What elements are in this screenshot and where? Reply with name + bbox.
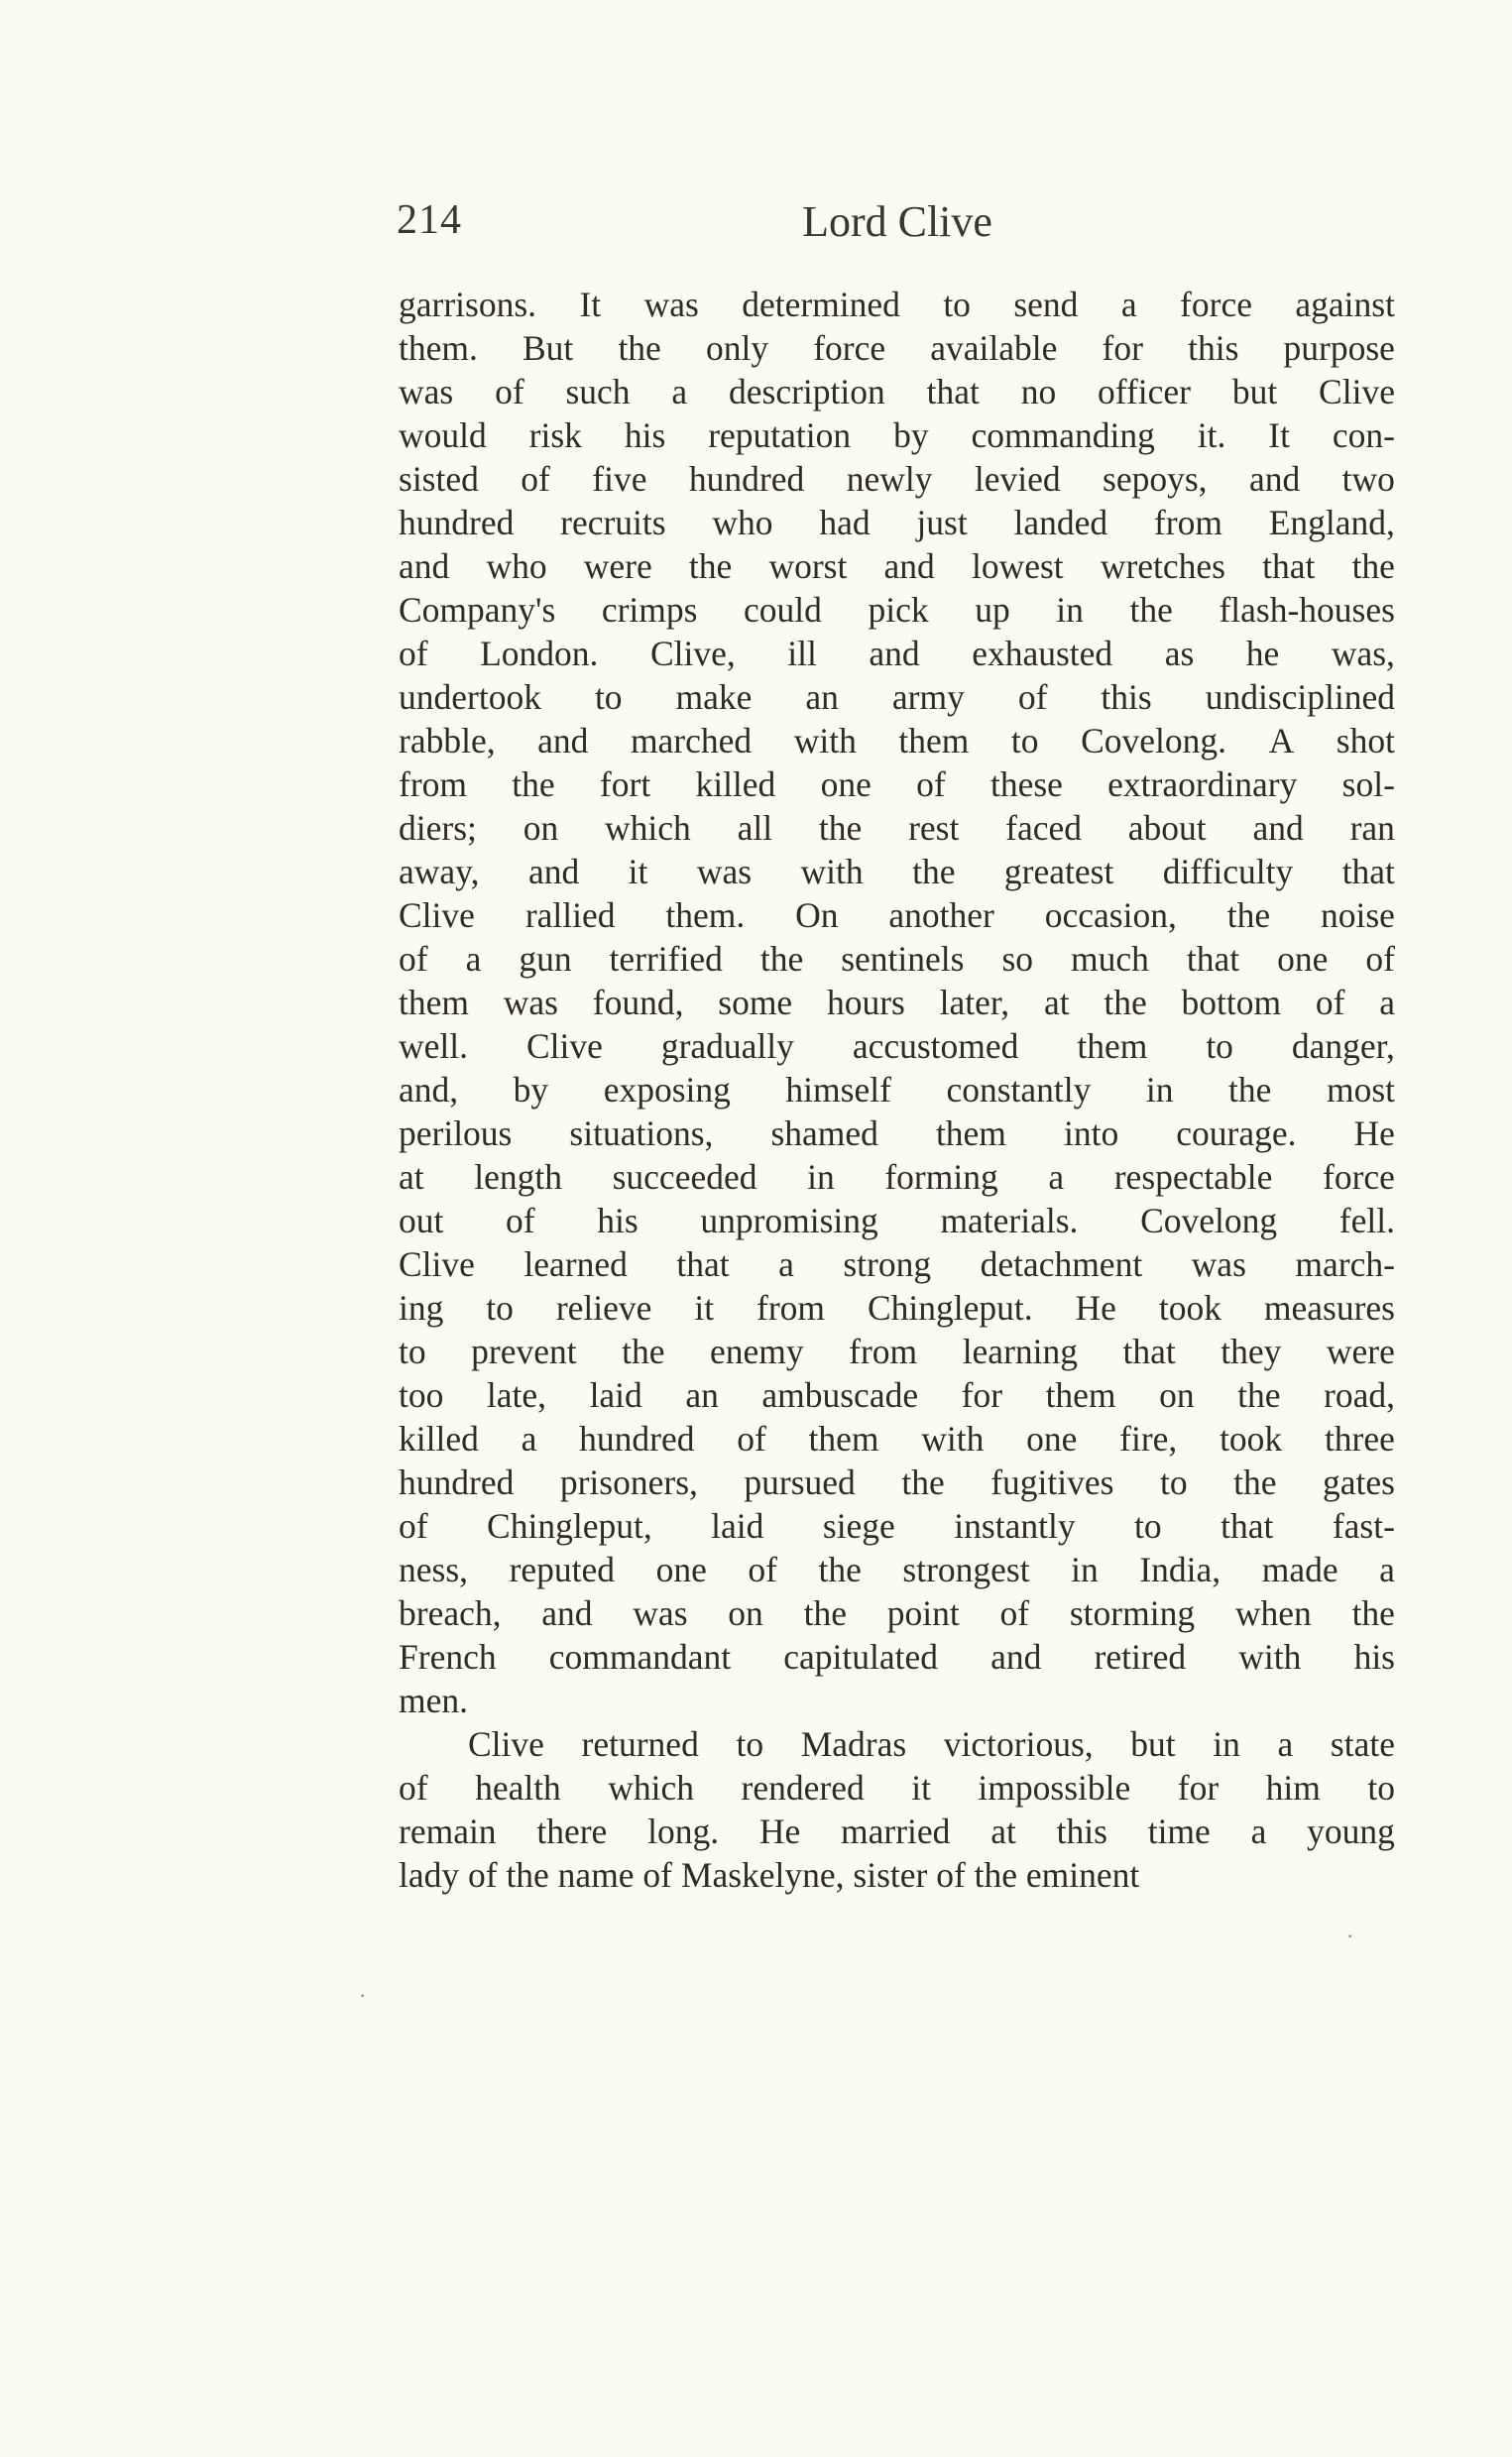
text-line: Clive learned that a strong detachment was march- — [399, 1244, 1395, 1284]
text-line: would risk his reputation by commanding it. It con- — [399, 415, 1395, 455]
text-line: Company's crimps could pick up in the flash-houses — [399, 590, 1395, 630]
text-line: and, by exposing himself constantly in the most — [399, 1070, 1395, 1110]
text-line: Clive rallied them. On another occasion, the noise — [399, 895, 1395, 935]
text-line: diers; on which all the rest faced about and ran — [399, 808, 1395, 848]
text-line: from the fort killed one of these extraordinary sol- — [399, 764, 1395, 804]
text-line: of London. Clive, ill and exhausted as he was, — [399, 634, 1395, 673]
text-line: undertook to make an army of this undisciplined — [399, 677, 1395, 717]
running-title: Lord Clive — [802, 197, 992, 246]
text-line: perilous situations, shamed them into courage. He — [399, 1113, 1395, 1153]
text-line: them was found, some hours later, at the bottom of a — [399, 983, 1395, 1022]
paragraph-2 — [399, 1722, 1395, 1897]
scan-speck: · — [1346, 1924, 1354, 1948]
text-line: out of his unpromising materials. Covelong fell. — [399, 1201, 1395, 1240]
text-line: away, and it was with the greatest difficulty that — [399, 852, 1395, 891]
text-line: French commandant capitulated and retired with his — [399, 1637, 1395, 1677]
text-line: lady of the name of Maskelyne, sister of the eminent — [399, 1855, 1140, 1895]
text-line: too late, laid an ambuscade for them on the road, — [399, 1375, 1395, 1415]
text-line: well. Clive gradually accustomed them to danger, — [399, 1026, 1395, 1066]
text-line: ing to relieve it from Chingleput. He took measures — [399, 1288, 1395, 1328]
text-line: men. — [399, 1681, 468, 1720]
text-line: rabble, and marched with them to Covelong. A shot — [399, 721, 1395, 760]
text-line: remain there long. He married at this time a young — [399, 1812, 1395, 1851]
text-line: to prevent the enemy from learning that they were — [399, 1332, 1395, 1371]
text-line: sisted of five hundred newly levied sepoys, and two — [399, 459, 1395, 499]
text-line: breach, and was on the point of storming when the — [399, 1593, 1395, 1633]
text-line: garrisons. It was determined to send a force against — [399, 285, 1395, 324]
text-line: and who were the worst and lowest wretches that the — [399, 546, 1395, 586]
text-line: them. But the only force available for this purpose — [399, 328, 1395, 368]
text-line: Clive returned to Madras victorious, but in a state — [468, 1724, 1395, 1764]
text-line: of health which rendered it impossible for him to — [399, 1768, 1395, 1808]
page-number: 214 — [397, 197, 462, 243]
text-line: hundred prisoners, pursued the fugitives to the gates — [399, 1462, 1395, 1502]
scan-speck: · — [359, 1983, 367, 2008]
paragraph-1 — [399, 283, 1395, 1722]
text-line: was of such a description that no officer but Clive — [399, 372, 1395, 411]
text-line: at length succeeded in forming a respectable force — [399, 1157, 1395, 1197]
text-line: hundred recruits who had just landed from England, — [399, 503, 1395, 542]
page-header — [397, 196, 1398, 260]
text-line: ness, reputed one of the strongest in India, made a — [399, 1550, 1395, 1589]
text-line: of a gun terrified the sentinels so much that one of — [399, 939, 1395, 979]
text-line: of Chingleput, laid siege instantly to that fast- — [399, 1506, 1395, 1546]
body-text — [399, 283, 1395, 1897]
text-line: killed a hundred of them with one fire, took three — [399, 1419, 1395, 1459]
